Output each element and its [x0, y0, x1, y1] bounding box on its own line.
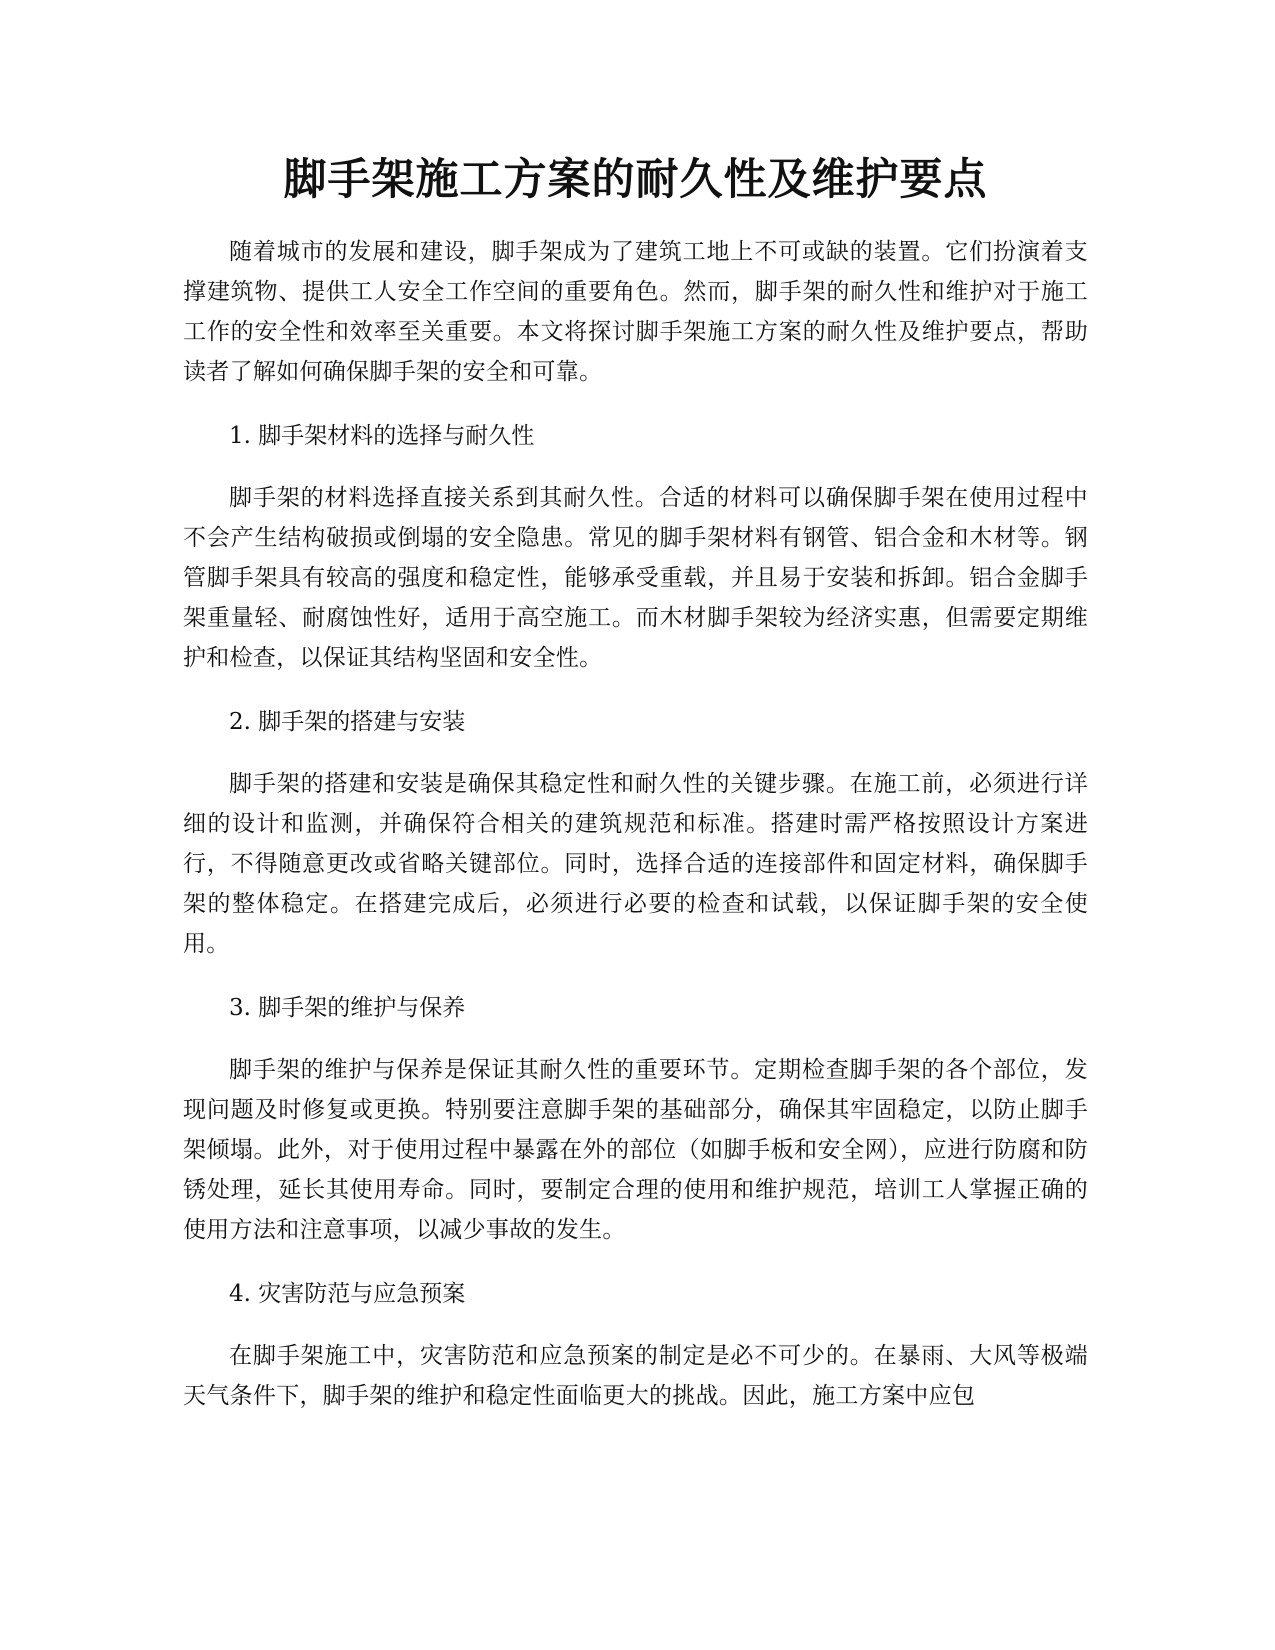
section-3-heading: 3. 脚手架的维护与保养 [229, 995, 466, 1021]
section-1-paragraph: 脚手架的材料选择直接关系到其耐久性。合适的材料可以确保脚手架在使用过程中不会产生结构破损或倒塌的安全隐患。常见的脚手架材料有钢管、铝合金和木材等。钢管脚手架具有较高的强度和稳定性，能够承受重载，并且易于安装和拆卸。铝合金脚手架重量轻、耐腐蚀性好，适用于高空施工。而木材脚手架较为经济实惠，但需要定期维护和检查，以保证其结构坚固和安全性。 [183, 485, 1088, 671]
section-1-heading: 1. 脚手架材料的选择与耐久性 [229, 423, 535, 449]
section-4-heading: 4. 灾害防范与应急预案 [229, 1281, 466, 1307]
section-2-heading: 2. 脚手架的搭建与安装 [229, 709, 466, 735]
section-3-paragraph: 脚手架的维护与保养是保证其耐久性的重要环节。定期检查脚手架的各个部位，发现问题及时修复或更换。特别要注意脚手架的基础部分，确保其牢固稳定，以防止脚手架倾塌。此外，对于使用过程中暴露在外的部位（如脚手板和安全网），应进行防腐和防锈处理，延长其使用寿命。同时，要制定合理的使用和维护规范，培训工人掌握正确的使用方法和注意事项，以减少事故的发生。 [183, 1057, 1088, 1243]
section-4-paragraph: 在脚手架施工中，灾害防范和应急预案的制定是必不可少的。在暴雨、大风等极端天气条件下，脚手架的维护和稳定性面临更大的挑战。因此，施工方案中应包 [183, 1343, 1088, 1409]
document-title: 脚手架施工方案的耐久性及维护要点 [283, 155, 988, 205]
section-2-paragraph: 脚手架的搭建和安装是确保其稳定性和耐久性的关键步骤。在施工前，必须进行详细的设计和监测，并确保符合相关的建筑规范和标准。搭建时需严格按照设计方案进行，不得随意更改或省略关键部位。同时，选择合适的连接部件和固定材料，确保脚手架的整体稳定。在搭建完成后，必须进行必要的检查和试载，以保证脚手架的安全使用。 [183, 771, 1088, 957]
document-page [183, 0, 1088, 1650]
intro-paragraph: 随着城市的发展和建设，脚手架成为了建筑工地上不可或缺的装置。它们扮演着支撑建筑物、提供工人安全工作空间的重要角色。然而，脚手架的耐久性和维护对于施工工作的安全性和效率至关重要。本文将探讨脚手架施工方案的耐久性及维护要点，帮助读者了解如何确保脚手架的安全和可靠。 [183, 239, 1088, 385]
